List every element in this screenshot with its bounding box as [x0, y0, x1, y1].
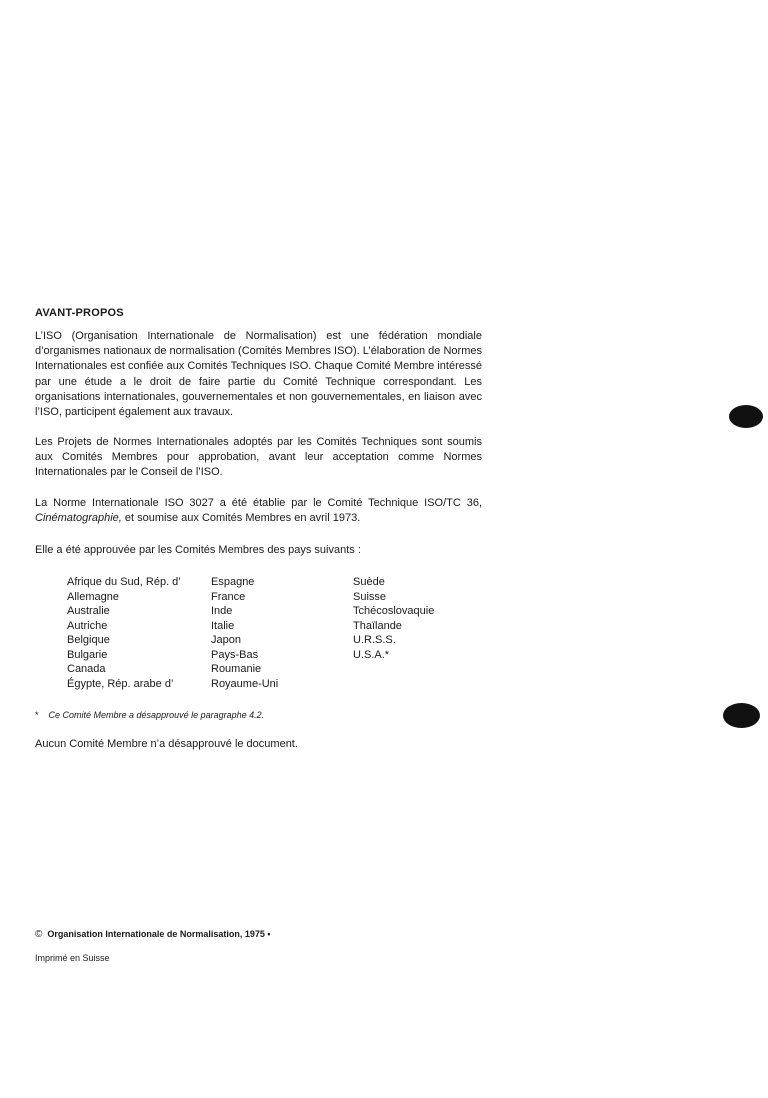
country-item: U.R.S.S.: [353, 634, 396, 646]
paragraph-approval-process: Les Projets de Normes Internationales adoptés par les Comités Techniques sont soumis aux Comités Membres pour approbation, avant leur acceptation comme Normes Internationales par le Conseil de l’ISO.: [35, 436, 482, 479]
punch-hole-mark: [723, 703, 760, 728]
copyright-line: [35, 929, 271, 940]
printed-in: Imprimé en Suisse: [35, 953, 110, 963]
country-item: Autriche: [67, 619, 108, 632]
country-item: Bulgarie: [67, 648, 108, 661]
country-column-3: [353, 575, 434, 662]
committee-name: Cinématographie,: [35, 512, 122, 525]
copyright-icon: ©: [35, 929, 43, 940]
punch-hole-mark: [729, 405, 763, 428]
footnote-text: Ce Comité Membre a désapprouvé le paragraphe 4.2.: [48, 710, 265, 720]
country-item: Allemagne: [67, 590, 119, 603]
country-item: Espagne: [211, 576, 255, 588]
country-item: Australie: [67, 605, 110, 617]
footnote-marker: *: [35, 710, 39, 720]
country-item: Égypte, Rép. arabe d’: [67, 677, 174, 690]
country-item: Roumanie: [211, 663, 262, 675]
country-item: Suède: [353, 576, 385, 588]
country-item: France: [211, 590, 246, 603]
country-item: Italie: [211, 619, 235, 632]
country-item: Suisse: [353, 590, 387, 603]
country-item: Afrique du Sud, Rép. d’: [67, 576, 181, 588]
paragraph-approving-members: Elle a été approuvée par les Comités Membres des pays suivants :: [35, 544, 361, 556]
paragraph-iso-intro: L’ISO (Organisation Internationale de Normalisation) est une fédération mondiale d’organismes nationaux de normalisation (Comités Membres ISO). L’élaboration de Normes Internationales est confiée aux Comités Techniques ISO. Chaque Comité Membre intéressé par une étude a le droit de faire partie du Comité Technique correspondant. Les organisations internationales, gouvernementales et non gouvernementales, en liaison avec l’ISO, participent également aux travaux.: [35, 330, 482, 419]
country-item: Thaïlande: [353, 619, 402, 632]
section-heading: AVANT-PROPOS: [35, 307, 124, 319]
paragraph-standard-origin-start: La Norme Internationale ISO 3027 a été établie par le Comité Technique ISO/TC 36,: [35, 497, 482, 509]
country-item: Japon: [211, 634, 241, 646]
paragraph-no-disapproval: Aucun Comité Membre n’a désapprouvé le document.: [35, 738, 298, 750]
country-item: Belgique: [67, 634, 110, 646]
country-column-1: [67, 575, 181, 691]
country-item: Canada: [67, 663, 106, 675]
country-column-2: [211, 575, 278, 691]
paragraph-standard-origin: [35, 496, 482, 526]
country-item: Pays-Bas: [211, 648, 259, 661]
footnote: [35, 710, 264, 720]
country-item: Inde: [211, 605, 233, 617]
copyright-text: Organisation Internationale de Normalisation, 1975 •: [47, 929, 271, 939]
country-item: U.S.A.*: [353, 648, 390, 661]
paragraph-standard-origin-end: et soumise aux Comités Membres en avril 1973.: [121, 512, 361, 525]
country-item: Royaume-Uni: [211, 677, 279, 690]
country-item: Tchécoslovaquie: [353, 605, 435, 617]
